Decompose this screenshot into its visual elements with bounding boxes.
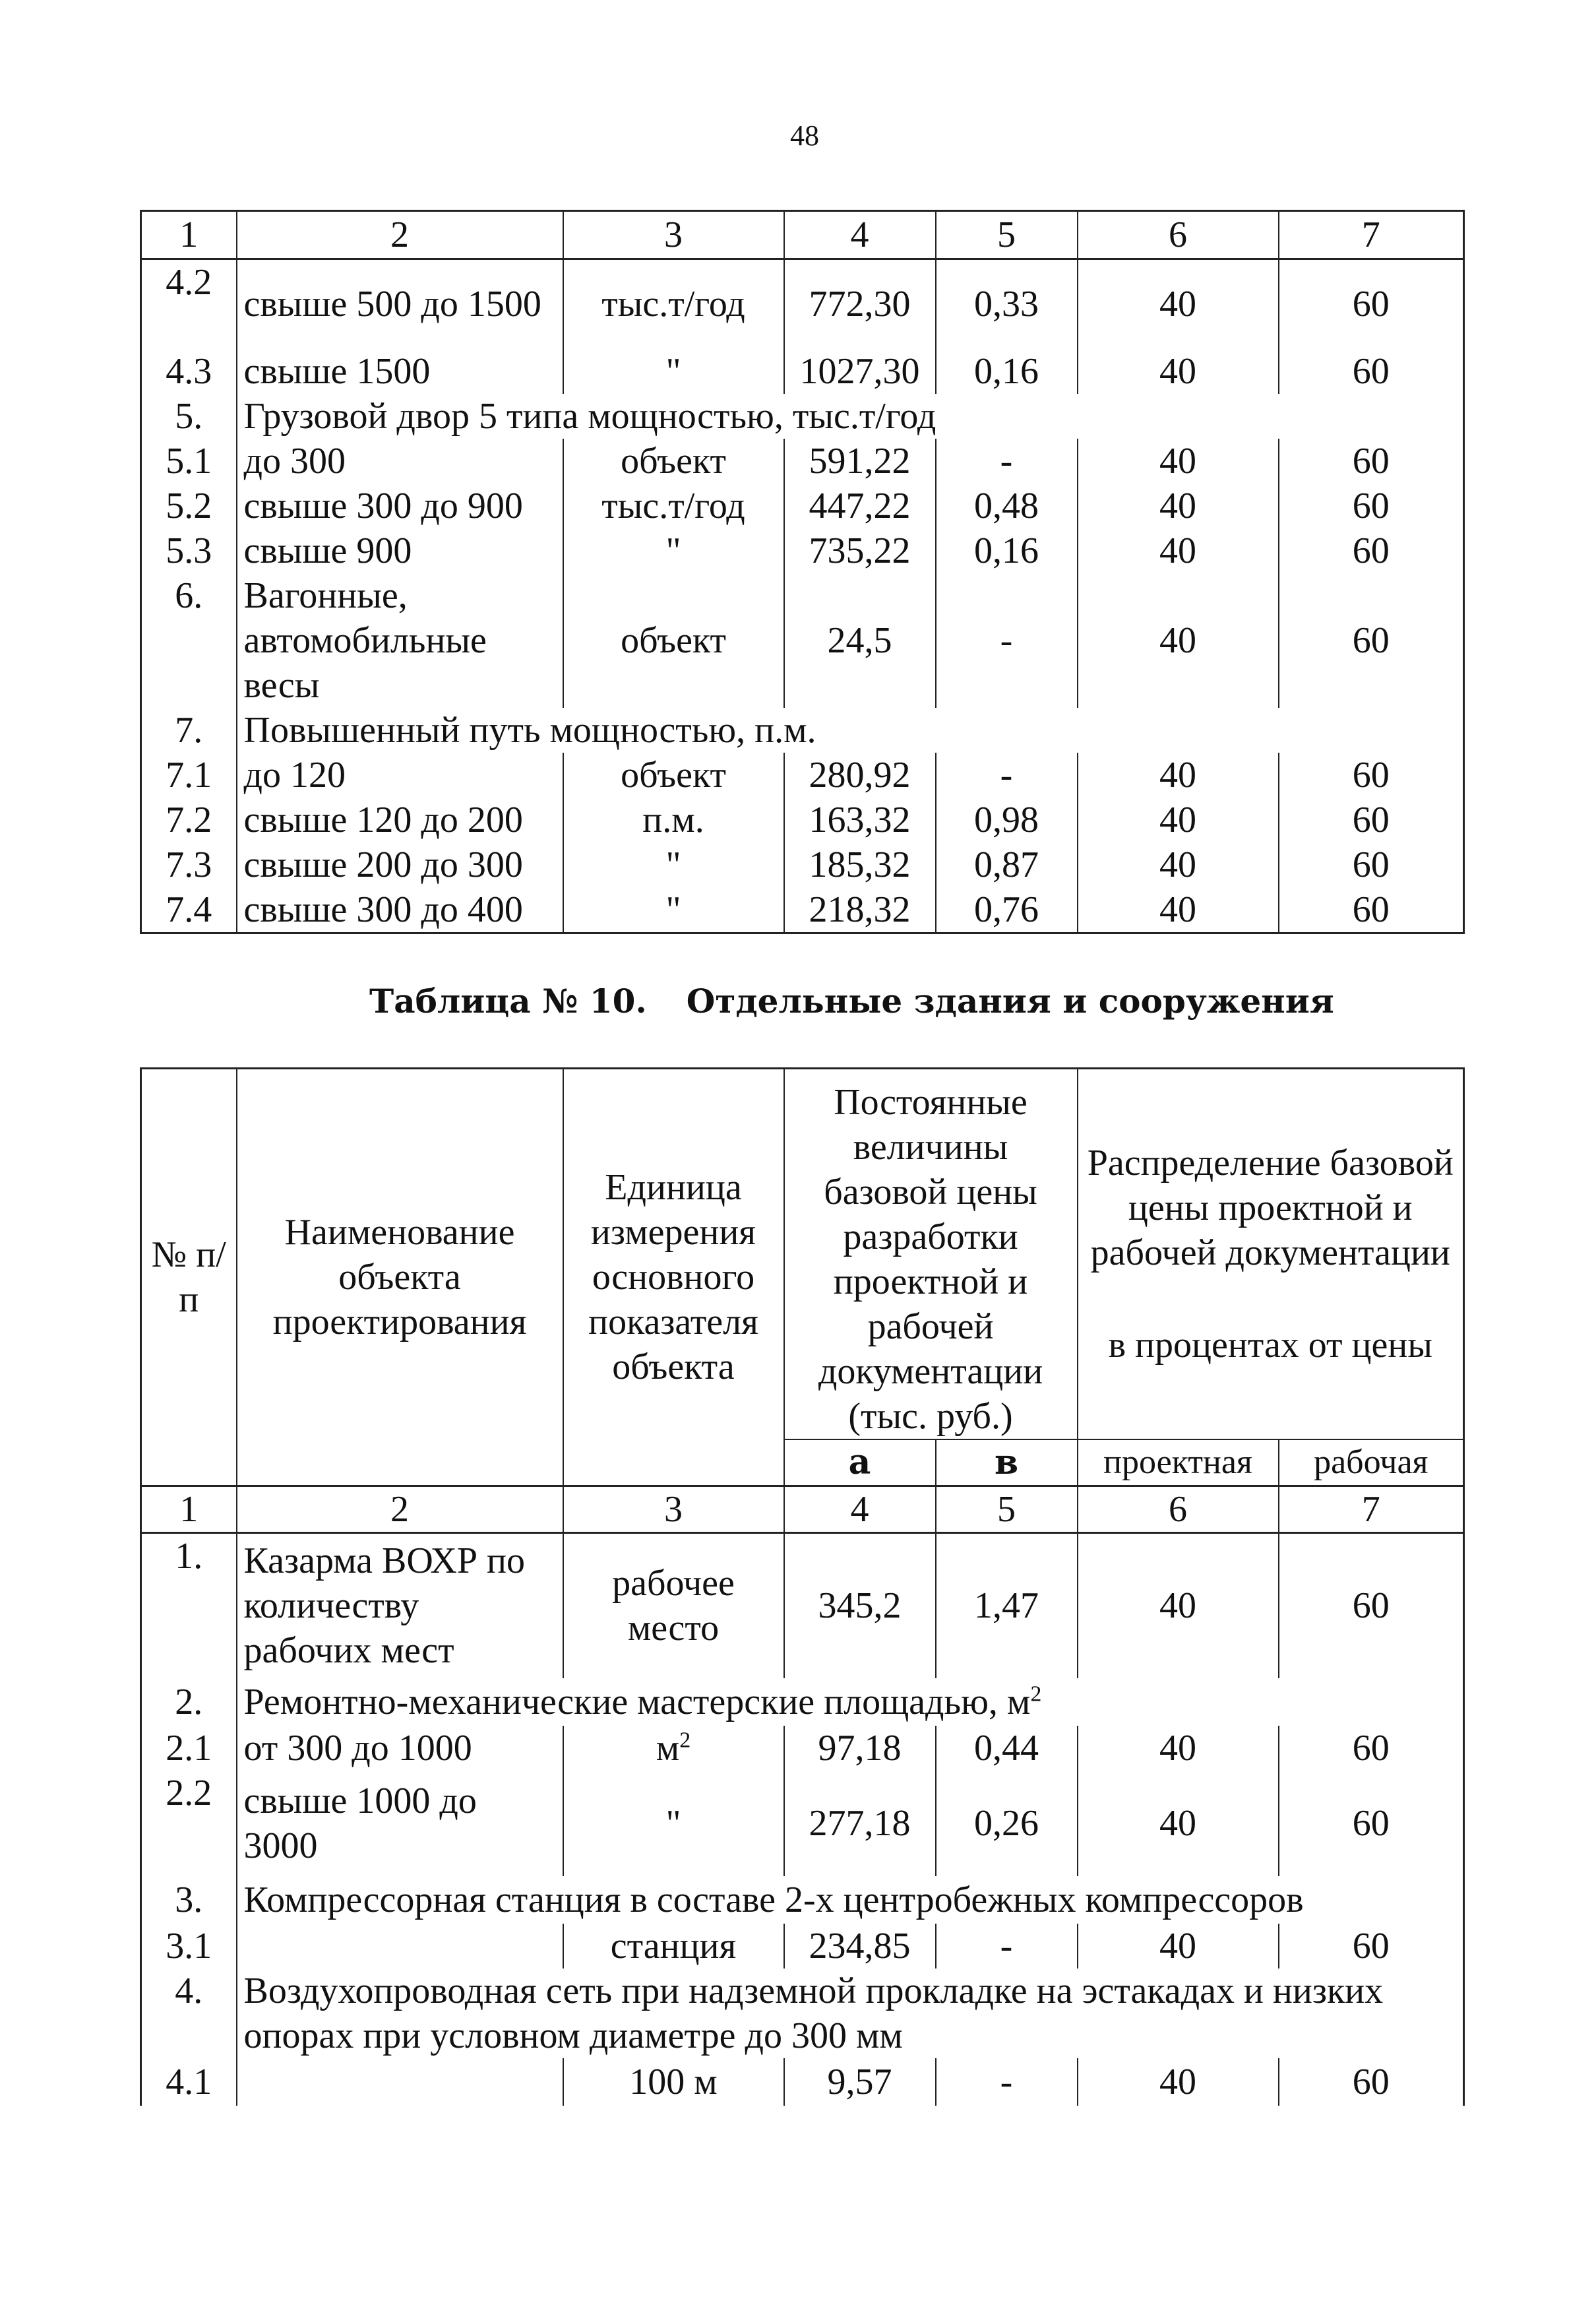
row-percent-project: 40 bbox=[1078, 798, 1279, 842]
col-number-7: 7 bbox=[1279, 1486, 1464, 1533]
row-value-b: - bbox=[936, 573, 1078, 708]
row-value-a: 280,92 bbox=[784, 753, 936, 798]
row-name: свыше 1000 до 3000 bbox=[237, 1771, 563, 1876]
row-unit: п.м. bbox=[563, 798, 784, 842]
row-percent-project: 40 bbox=[1078, 1533, 1279, 1678]
row-percent-work: 60 bbox=[1279, 753, 1464, 798]
section-title: Грузовой двор 5 типа мощностью, тыс.т/год bbox=[237, 394, 1464, 439]
row-index: 5.2 bbox=[141, 484, 237, 528]
row-value-a: 185,32 bbox=[784, 842, 936, 887]
table-continued bbox=[140, 210, 1465, 934]
table-row bbox=[141, 1533, 1464, 1678]
row-value-b: - bbox=[936, 2058, 1078, 2106]
row-percent-project: 40 bbox=[1078, 439, 1279, 484]
row-index: 3. bbox=[141, 1876, 237, 1924]
row-value-b: 0,16 bbox=[936, 349, 1078, 394]
row-name: Вагонные, автомобильные весы bbox=[237, 573, 563, 708]
row-percent-work: 60 bbox=[1279, 439, 1464, 484]
row-name: Казарма ВОХР по количеству рабочих мест bbox=[237, 1533, 563, 1678]
unit-text: м bbox=[656, 1727, 680, 1769]
table-row bbox=[141, 842, 1464, 887]
row-unit bbox=[563, 1726, 784, 1771]
section-row bbox=[141, 1968, 1464, 2058]
table-row bbox=[141, 753, 1464, 798]
row-value-a: 772,30 bbox=[784, 259, 936, 349]
table-row bbox=[141, 1726, 1464, 1771]
row-value-a: 9,57 bbox=[784, 2058, 936, 2106]
row-value-a: 277,18 bbox=[784, 1771, 936, 1876]
row-name: свыше 1500 bbox=[237, 349, 563, 394]
col-number-1: 1 bbox=[141, 211, 237, 259]
col-number-4: 4 bbox=[784, 211, 936, 259]
row-unit: " bbox=[563, 842, 784, 887]
row-percent-work: 60 bbox=[1279, 484, 1464, 528]
table-name: Отдельные здания и сооружения bbox=[686, 982, 1334, 1021]
row-unit: тыс.т/год bbox=[563, 484, 784, 528]
row-index: 4.3 bbox=[141, 349, 237, 394]
header-distribution-subtitle: в процентах от цены bbox=[1108, 1325, 1432, 1366]
col-number-3: 3 bbox=[563, 1486, 784, 1533]
table-row bbox=[141, 887, 1464, 933]
row-percent-project: 40 bbox=[1078, 842, 1279, 887]
section-row bbox=[141, 708, 1464, 753]
row-unit: объект bbox=[563, 753, 784, 798]
row-value-a: 735,22 bbox=[784, 528, 936, 573]
row-value-b: 0,26 bbox=[936, 1771, 1078, 1876]
row-percent-work: 60 bbox=[1279, 1726, 1464, 1771]
table-title bbox=[369, 982, 1334, 1021]
row-name: до 120 bbox=[237, 753, 563, 798]
column-numbers-row bbox=[141, 1486, 1464, 1533]
row-value-b: 0,87 bbox=[936, 842, 1078, 887]
table-row bbox=[141, 439, 1464, 484]
row-percent-project: 40 bbox=[1078, 1924, 1279, 1968]
row-value-b: - bbox=[936, 753, 1078, 798]
col-number-7: 7 bbox=[1279, 211, 1464, 259]
row-name: свыше 300 до 400 bbox=[237, 887, 563, 933]
section-title: Воздухопроводная сеть при надземной прокладке на эстакадах и низких опорах при условном диаметре до 300 мм bbox=[237, 1968, 1464, 2058]
row-percent-project: 40 bbox=[1078, 2058, 1279, 2106]
row-index: 2.2 bbox=[141, 1771, 237, 1876]
row-percent-project: 40 bbox=[1078, 573, 1279, 708]
row-value-a: 97,18 bbox=[784, 1726, 936, 1771]
section-title: Компрессорная станция в составе 2-х центробежных компрессоров bbox=[237, 1876, 1464, 1924]
row-name bbox=[237, 1924, 563, 1968]
row-index: 7.2 bbox=[141, 798, 237, 842]
table-row bbox=[141, 2058, 1464, 2106]
row-value-a: 218,32 bbox=[784, 887, 936, 933]
col-number-1: 1 bbox=[141, 1486, 237, 1533]
row-value-b: 0,48 bbox=[936, 484, 1078, 528]
page-number: 48 bbox=[790, 119, 819, 152]
table-row bbox=[141, 484, 1464, 528]
row-percent-project: 40 bbox=[1078, 887, 1279, 933]
row-value-b: - bbox=[936, 1924, 1078, 1968]
row-index: 5.1 bbox=[141, 439, 237, 484]
row-index: 6. bbox=[141, 573, 237, 708]
subheader-project: проектная bbox=[1078, 1439, 1279, 1486]
header-index: № п/п bbox=[141, 1069, 237, 1486]
section-title bbox=[237, 1678, 1464, 1726]
row-value-a: 1027,30 bbox=[784, 349, 936, 394]
row-percent-work: 60 bbox=[1279, 2058, 1464, 2106]
header-name: Наименование объекта проектирования bbox=[237, 1069, 563, 1486]
row-name: свыше 300 до 900 bbox=[237, 484, 563, 528]
row-index: 7.3 bbox=[141, 842, 237, 887]
header-row bbox=[141, 1069, 1464, 1440]
table-10 bbox=[140, 1067, 1465, 2106]
col-number-3: 3 bbox=[563, 211, 784, 259]
table-row bbox=[141, 259, 1464, 349]
superscript: 2 bbox=[679, 1727, 691, 1752]
row-unit: " bbox=[563, 349, 784, 394]
table-row bbox=[141, 573, 1464, 708]
row-unit: тыс.т/год bbox=[563, 259, 784, 349]
row-unit: 100 м bbox=[563, 2058, 784, 2106]
subheader-b: в bbox=[936, 1439, 1078, 1486]
row-value-b: 0,33 bbox=[936, 259, 1078, 349]
row-value-a: 163,32 bbox=[784, 798, 936, 842]
table-row bbox=[141, 349, 1464, 394]
row-value-b: 0,76 bbox=[936, 887, 1078, 933]
row-index: 4.1 bbox=[141, 2058, 237, 2106]
row-percent-project: 40 bbox=[1078, 1726, 1279, 1771]
row-percent-project: 40 bbox=[1078, 484, 1279, 528]
row-index: 4.2 bbox=[141, 259, 237, 349]
col-number-5: 5 bbox=[936, 211, 1078, 259]
row-value-a: 591,22 bbox=[784, 439, 936, 484]
table-row bbox=[141, 1924, 1464, 1968]
row-percent-work: 60 bbox=[1279, 798, 1464, 842]
section-row bbox=[141, 1876, 1464, 1924]
row-percent-work: 60 bbox=[1279, 1924, 1464, 1968]
row-percent-project: 40 bbox=[1078, 259, 1279, 349]
row-value-a: 447,22 bbox=[784, 484, 936, 528]
row-value-b: - bbox=[936, 439, 1078, 484]
row-value-a: 345,2 bbox=[784, 1533, 936, 1678]
row-unit: рабочее место bbox=[563, 1533, 784, 1678]
section-row bbox=[141, 1678, 1464, 1726]
row-value-b: 1,47 bbox=[936, 1533, 1078, 1678]
row-index: 5. bbox=[141, 394, 237, 439]
row-percent-work: 60 bbox=[1279, 1533, 1464, 1678]
table-number: Таблица № 10. bbox=[369, 982, 647, 1021]
subheader-a: а bbox=[784, 1439, 936, 1486]
header-base-price: Постоянные величины базовой цены разработки проектной и рабочей документации (тыс. руб.) bbox=[784, 1069, 1078, 1440]
row-value-b: 0,98 bbox=[936, 798, 1078, 842]
row-unit: станция bbox=[563, 1924, 784, 1968]
row-value-a: 234,85 bbox=[784, 1924, 936, 1968]
section-title: Повышенный путь мощностью, п.м. bbox=[237, 708, 1464, 753]
col-number-6: 6 bbox=[1078, 211, 1279, 259]
row-unit: " bbox=[563, 528, 784, 573]
row-percent-work: 60 bbox=[1279, 259, 1464, 349]
col-number-6: 6 bbox=[1078, 1486, 1279, 1533]
row-index: 5.3 bbox=[141, 528, 237, 573]
section-row bbox=[141, 394, 1464, 439]
row-name: свыше 500 до 1500 bbox=[237, 259, 563, 349]
row-percent-work: 60 bbox=[1279, 349, 1464, 394]
row-percent-work: 60 bbox=[1279, 887, 1464, 933]
subheader-work: рабочая bbox=[1279, 1439, 1464, 1486]
row-name: свыше 200 до 300 bbox=[237, 842, 563, 887]
table-row bbox=[141, 1771, 1464, 1876]
row-value-b: 0,44 bbox=[936, 1726, 1078, 1771]
col-number-2: 2 bbox=[237, 1486, 563, 1533]
row-index: 7.1 bbox=[141, 753, 237, 798]
header-unit: Единица измерения основного показателя объекта bbox=[563, 1069, 784, 1486]
row-percent-project: 40 bbox=[1078, 1771, 1279, 1876]
header-distribution-title: Распределение базовой цены проектной и рабочей документации bbox=[1087, 1143, 1454, 1273]
superscript: 2 bbox=[1030, 1681, 1042, 1706]
row-index: 1. bbox=[141, 1533, 237, 1678]
row-percent-project: 40 bbox=[1078, 528, 1279, 573]
row-percent-work: 60 bbox=[1279, 573, 1464, 708]
row-unit: объект bbox=[563, 439, 784, 484]
row-index: 2. bbox=[141, 1678, 237, 1726]
row-value-b: 0,16 bbox=[936, 528, 1078, 573]
column-numbers-row bbox=[141, 211, 1464, 259]
header-distribution bbox=[1078, 1069, 1464, 1440]
row-percent-work: 60 bbox=[1279, 1771, 1464, 1876]
row-value-a: 24,5 bbox=[784, 573, 936, 708]
row-name bbox=[237, 2058, 563, 2106]
row-unit: " bbox=[563, 887, 784, 933]
table-row bbox=[141, 528, 1464, 573]
row-percent-work: 60 bbox=[1279, 528, 1464, 573]
row-index: 7. bbox=[141, 708, 237, 753]
row-name: свыше 120 до 200 bbox=[237, 798, 563, 842]
row-index: 3.1 bbox=[141, 1924, 237, 1968]
row-index: 7.4 bbox=[141, 887, 237, 933]
col-number-4: 4 bbox=[784, 1486, 936, 1533]
col-number-5: 5 bbox=[936, 1486, 1078, 1533]
table-row bbox=[141, 798, 1464, 842]
row-index: 4. bbox=[141, 1968, 237, 2058]
section-title-text: Ремонтно-механические мастерские площадью, м bbox=[243, 1681, 1031, 1722]
row-name: от 300 до 1000 bbox=[237, 1726, 563, 1771]
row-unit: " bbox=[563, 1771, 784, 1876]
row-percent-project: 40 bbox=[1078, 349, 1279, 394]
row-name: свыше 900 bbox=[237, 528, 563, 573]
row-index: 2.1 bbox=[141, 1726, 237, 1771]
row-percent-project: 40 bbox=[1078, 753, 1279, 798]
col-number-2: 2 bbox=[237, 211, 563, 259]
row-name: до 300 bbox=[237, 439, 563, 484]
row-unit: объект bbox=[563, 573, 784, 708]
row-percent-work: 60 bbox=[1279, 842, 1464, 887]
